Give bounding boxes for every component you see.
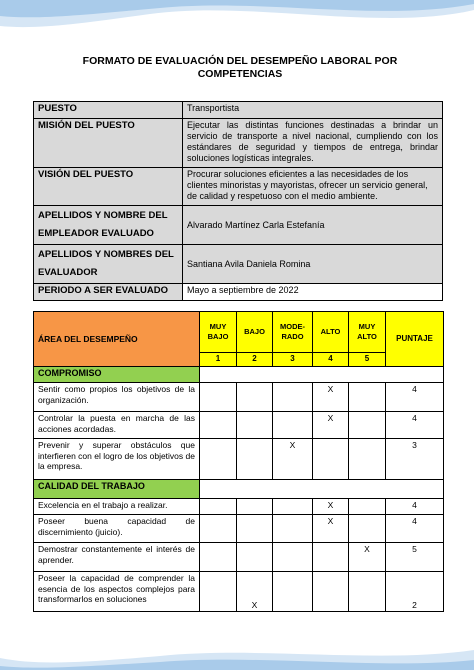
section-blank — [200, 480, 444, 499]
document-title — [70, 55, 410, 81]
score-value: 4 — [386, 383, 444, 412]
info-value: Ejecutar las distintas funciones destinadas a brindar un servicio de transporte a nivel nacional, cumpliendo con los estándares de seguridad y tiempos de entrega, brindar soluciones logísticas integrales. — [183, 119, 443, 168]
level-label: MODE-RADO — [273, 312, 313, 353]
header-wave-decoration — [0, 0, 474, 60]
rating-mark: X — [349, 543, 386, 572]
rating-mark — [273, 543, 313, 572]
rating-mark: X — [237, 572, 273, 612]
table-row — [34, 543, 444, 572]
level-label: ALTO — [313, 312, 349, 353]
info-value: Transportista — [183, 102, 443, 119]
info-value: Mayo a septiembre de 2022 — [183, 284, 443, 301]
info-row-evaluator — [34, 245, 443, 284]
table-row — [34, 439, 444, 480]
rating-mark — [273, 412, 313, 439]
section-row-commitment — [34, 367, 444, 383]
rating-mark — [237, 499, 273, 515]
rating-mark — [273, 383, 313, 412]
table-row — [34, 515, 444, 543]
info-row-period — [34, 284, 443, 301]
info-row-mission — [34, 119, 443, 168]
rating-mark — [349, 439, 386, 480]
rating-mark — [349, 499, 386, 515]
info-label: MISIÓN DEL PUESTO — [34, 119, 183, 168]
level-number: 3 — [273, 353, 313, 367]
score-header: PUNTAJE — [386, 312, 444, 367]
job-info-table — [33, 101, 443, 301]
rating-mark — [313, 572, 349, 612]
rating-mark: X — [313, 499, 349, 515]
level-number: 1 — [200, 353, 237, 367]
score-value: 4 — [386, 515, 444, 543]
rating-mark — [237, 383, 273, 412]
info-value: Santiana Avila Daniela Romina — [183, 245, 443, 284]
rating-mark — [313, 439, 349, 480]
info-row-vision — [34, 168, 443, 206]
rating-mark — [200, 499, 237, 515]
criterion-text: Prevenir y superar obstáculos que interfieren con el logro de los objetivos de la empresa. — [34, 439, 200, 480]
rating-mark — [349, 572, 386, 612]
section-row-quality — [34, 480, 444, 499]
rating-mark — [349, 412, 386, 439]
info-row-position — [34, 102, 443, 119]
rating-mark: X — [273, 439, 313, 480]
rating-mark — [237, 543, 273, 572]
rating-mark — [200, 412, 237, 439]
level-number: 5 — [349, 353, 386, 367]
criterion-text: Sentir como propios los objetivos de la organización. — [34, 383, 200, 412]
title-line-1: FORMATO DE EVALUACIÓN DEL DESEMPEÑO LABORAL POR — [82, 55, 398, 67]
info-value: Alvarado Martínez Carla Estefanía — [183, 206, 443, 245]
rating-mark — [313, 543, 349, 572]
rating-mark — [273, 499, 313, 515]
section-title: COMPROMISO — [34, 367, 200, 383]
rating-mark: X — [313, 412, 349, 439]
table-row — [34, 499, 444, 515]
rating-mark — [273, 515, 313, 543]
rating-mark — [349, 515, 386, 543]
rating-mark — [349, 383, 386, 412]
score-value: 4 — [386, 499, 444, 515]
info-label: VISIÓN DEL PUESTO — [34, 168, 183, 206]
info-label: PUESTO — [34, 102, 183, 119]
rating-mark — [200, 515, 237, 543]
section-blank — [200, 367, 444, 383]
criterion-text: Poseer buena capacidad de discernimiento (juicio). — [34, 515, 200, 543]
rating-mark: X — [313, 515, 349, 543]
criterion-text: Demostrar constantemente el interés de aprender. — [34, 543, 200, 572]
info-label: PERIODO A SER EVALUADO — [34, 284, 183, 301]
rating-mark: X — [313, 383, 349, 412]
level-label: MUY ALTO — [349, 312, 386, 353]
rating-mark — [200, 572, 237, 612]
rating-mark — [200, 383, 237, 412]
rating-mark — [237, 515, 273, 543]
score-value: 5 — [386, 543, 444, 572]
score-value: 3 — [386, 439, 444, 480]
criterion-text: Poseer la capacidad de comprender la esencia de los aspectos complejos para transformarlos en soluciones — [34, 572, 200, 612]
rating-mark — [200, 439, 237, 480]
title-line-2: COMPETENCIAS — [197, 68, 283, 80]
criterion-text: Controlar la puesta en marcha de las acciones acordadas. — [34, 412, 200, 439]
level-number: 4 — [313, 353, 349, 367]
performance-evaluation-table — [33, 311, 444, 612]
rating-mark — [237, 412, 273, 439]
table-row — [34, 383, 444, 412]
rating-mark — [200, 543, 237, 572]
header-row-levels — [34, 312, 444, 353]
rating-mark — [273, 572, 313, 612]
level-number: 2 — [237, 353, 273, 367]
area-header: ÁREA DEL DESEMPEÑO — [34, 312, 200, 367]
info-row-employee — [34, 206, 443, 245]
level-label: MUY BAJO — [200, 312, 237, 353]
info-label: APELLIDOS Y NOMBRES DEL EVALUADOR — [34, 245, 183, 284]
score-value: 4 — [386, 412, 444, 439]
info-label: APELLIDOS Y NOMBRE DEL EMPLEADOR EVALUADO — [34, 206, 183, 245]
score-value: 2 — [386, 572, 444, 612]
table-row — [34, 412, 444, 439]
criterion-text: Excelencia en el trabajo a realizar. — [34, 499, 200, 515]
info-value: Procurar soluciones eficientes a las necesidades de los clientes minoristas y mayoristas, ofrecer un servicio general, de calidad y respetuoso con el medio ambiente. — [183, 168, 443, 206]
table-row — [34, 572, 444, 612]
footer-wave-decoration — [0, 644, 474, 670]
section-title: CALIDAD DEL TRABAJO — [34, 480, 200, 499]
rating-mark — [237, 439, 273, 480]
level-label: BAJO — [237, 312, 273, 353]
